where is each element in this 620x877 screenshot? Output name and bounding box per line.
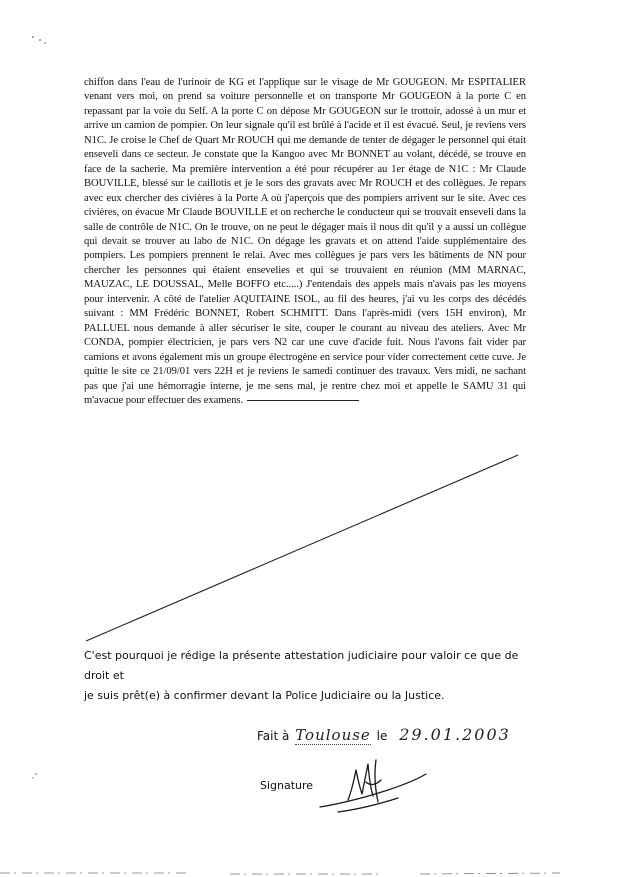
testimony-body [84, 76, 526, 408]
le-label: le [376, 729, 388, 743]
closing-line-1: C'est pourquoi je rédige la présente attestation judiciaire pour valoir ce que de droit et [84, 649, 519, 682]
handwritten-date: 29.01.2003 [399, 725, 511, 744]
closing-line-2: je suis prêt(e) à confirmer devant la Police Judiciaire ou la Justice. [84, 689, 445, 702]
place-date-line [257, 725, 511, 745]
closing-statement [84, 646, 544, 706]
signature-label: Signature [260, 779, 314, 792]
end-of-text-line [247, 400, 359, 401]
handwritten-place: Toulouse [295, 726, 371, 744]
handwritten-signature [318, 752, 428, 822]
testimony-text: chiffon dans l'eau de l'urinoir de KG et l'applique sur le visage de Mr GOUGEON. Mr ESPITALIER venant vers moi, on prend sa voiture personnelle et on transporte Mr GOUGEON à la porte C en repassant par la voie du Self. A la porte C on dépose Mr GOUGEON sur le trottoir, adossé à un mur et arrive un camion de pompier. On leur signale qu'il est brûlé à l'acide et il est évacué. Seul, je reviens vers N1C. Je croise le Chef de Quart Mr ROUCH qui me demande de tenter de dégager le personnel qui était enseveli dans ce secteur. Je constate que la Kangoo avec Mr BONNET au volant, décédé, se trouve en face de la sacherie. Ma première intervention a été pour récupérer au 1er étage de N1C : Mr Claude BOUVILLE, blessé sur le caillotis et je le sors des gravats avec Mr ROUCH et des collègues. Je repars avec eux chercher des civières à la Porte A où j'aperçois que des pompiers arrivent sur le site. Avec ces civières, on évacue Mr Claude BOUVILLE et on recherche le conducteur qui se trouvait enseveli dans la salle de contrôle de N1C. On le trouve, on ne peut le dégager mais il nous dit qu'il y a aussi un collègue qui devait se trouver au labo de N1C. On dégage les gravats et on attend l'aide supplémentaire des pompiers. Les pompiers prennent le relai. Avec mes collègues je pars vers les bâtiments de NN pour chercher les personnes qui étaient ensevelies et qui se trouvaient en réunion (MM MARNAC, MAUZAC, LE DOUSSAL, Melle BOFFO etc.....) J'entendais des appels mais n'avais pas les moyens pour intervenir. A côté de l'atelier AQUITAINE ISOL, au fil des heures, j'ai vu les corps des décédés suivant : MM Frédéric BONNET, Robert SCHMITT. Dans l'après-midi (vers 15H environ), Mr PALLUEL nous demande à aller sécuriser le site, couper le courant au niveau des ateliers. Avec Mr CONDA, pompier électricien, je pars vers N2 car une cuve d'acide fuit. Nous l'avons fait vider par camions et avons également mis un groupe électrogène en service pour vider correctement cette cuve. Je quitte le site ce 21/09/01 vers 22H et je reviens le samedi continuer des travaux. Vers midi, ne sachant pas que j'ai une hémorragie interne, je me sens mal, je rentre chez moi et appelle le SAMU 31 qui m'avacue pour effectuer des examens. [84, 77, 526, 406]
fait-label: Fait à [257, 729, 290, 743]
